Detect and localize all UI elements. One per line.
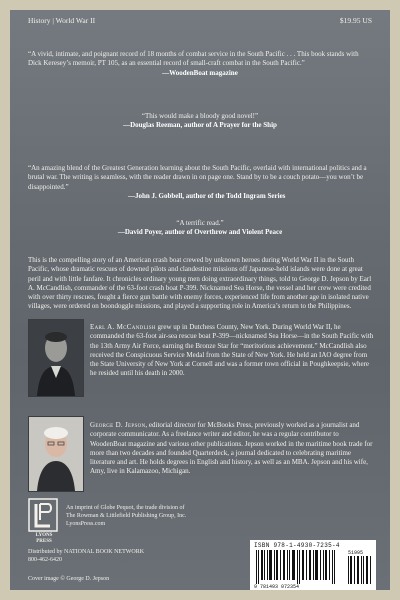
bio-text: grew up in Dutchess County, New York. During World War II, he commanded the 63-foot air-sea rescue boat P-399—nicknamed Sea Horse—in the South Pacific with the 13th Army Air Force, earning the Bronze Star for “meritorious achievement.” McCandlish also received the Conspicuous Service Medal from the State of New York. He held an IAO degree from the State University of New York at Cornell and was a former town official in Poughkeepsie, where he resided until his death in 2000. xyxy=(90,323,374,378)
header-bar xyxy=(28,16,372,25)
category-label: History | World War II xyxy=(28,16,96,25)
distributor-name: Distributed by NATIONAL BOOK NETWORK xyxy=(28,549,145,555)
review-quote: “This would make a bloody good novel!” xyxy=(141,112,259,120)
imprint-line-1: An imprint of Globe Pequot, the trade division of xyxy=(66,505,185,511)
review-quote: “An amazing blend of the Greatest Generation learning about the South Pacific, overlaid with international politics and a brutal war. The writing is seamless, with the reader drawn in on page one. Stand by to be a couch potato—you won’t be disappointed.” xyxy=(28,164,367,191)
isbn-label: ISBN 978-1-4930-7235-4 xyxy=(254,542,340,549)
review-quote: “A terrific read.” xyxy=(176,219,224,227)
review-1 xyxy=(28,50,372,78)
author-photo-jepson xyxy=(28,416,84,492)
barcode-icon xyxy=(252,550,374,584)
cover-credit: Cover image © George D. Jepson xyxy=(28,576,110,582)
distributor-phone: 800-462-6420 xyxy=(28,557,62,563)
publisher-website: LyonsPress.com xyxy=(66,521,106,527)
logo-line-1: LYONS xyxy=(35,533,53,538)
bio-name: Earl A. McCandlish xyxy=(90,323,156,331)
bio-text: , editorial director for McBooks Press, previously worked as a journalist and corporate communicator. As a freelance writer and editor, he was a regular contributor to WoodenBoat magazine and various other publications. Jepson worked in the maritime book trade for more than two decades and founded Quarterdeck, a journal dedicated to celebrating maritime literature and art. He holds degrees in English and history, as well as an MBA. Jepson and his wife, Amy, live in Kalamazoo, Michigan. xyxy=(90,421,373,476)
review-3 xyxy=(28,164,372,202)
author-photo-mccandlish xyxy=(28,319,84,397)
review-2 xyxy=(50,112,350,131)
price-code: 51995 xyxy=(348,550,364,556)
price-label: $19.95 US xyxy=(339,16,372,25)
bio-mccandlish xyxy=(90,323,374,379)
barcode-digits: 9 781493 072354 xyxy=(254,584,300,590)
lyons-press-logo-icon xyxy=(28,498,58,532)
distributor-info xyxy=(28,548,144,564)
back-cover xyxy=(10,10,390,590)
bio-name: George D. Jepson xyxy=(90,421,146,429)
author-portrait-icon xyxy=(29,320,83,396)
review-quote: “A vivid, intimate, and poignant record of 18 months of combat service in the South Pacific . . . This book stands with Dick Keresey’s memoir, PT 105, as an essential record of small-craft combat in the South Pacific.” xyxy=(28,50,359,68)
review-source: —John J. Gobbell, author of the Todd Ingram Series xyxy=(128,192,286,201)
imprint-line-2: The Rowman & Littlefield Publishing Group, Inc. xyxy=(66,513,187,519)
logo-line-2: PRESS xyxy=(36,539,52,544)
review-4 xyxy=(50,219,350,238)
book-description: This is the compelling story of an American crash boat crewed by unknown heroes during World War II in the South Pacific, whose dramatic rescues of downed pilots and clandestine missions off Japanese-held islands were done at great peril and with little fanfare. It chronicles ordinary young men doing extraordinary things, told to George D. Jepson by Earl A. McCandlish, commander of the 63-foot crash boat P-399. Nicknamed Sea Horse, the vessel and her crew were credited with over thirty rescues, fought a fierce gun battle with enemy forces, experienced life from another age in isolated native villages, were ordered on boondoggle missions, and played a supporting role in America’s return to the Philippines. xyxy=(28,256,372,311)
review-source: —Douglas Reeman, author of A Prayer for the Ship xyxy=(123,121,277,130)
review-source: —David Poyer, author of Overthrow and Violent Peace xyxy=(117,228,283,237)
author-portrait-icon xyxy=(29,417,83,491)
barcode-panel xyxy=(250,540,376,590)
bio-jepson xyxy=(90,421,374,477)
review-source: —WoodenBoat magazine xyxy=(162,68,238,77)
imprint-info xyxy=(66,504,236,528)
publisher-logo-text xyxy=(26,533,62,545)
